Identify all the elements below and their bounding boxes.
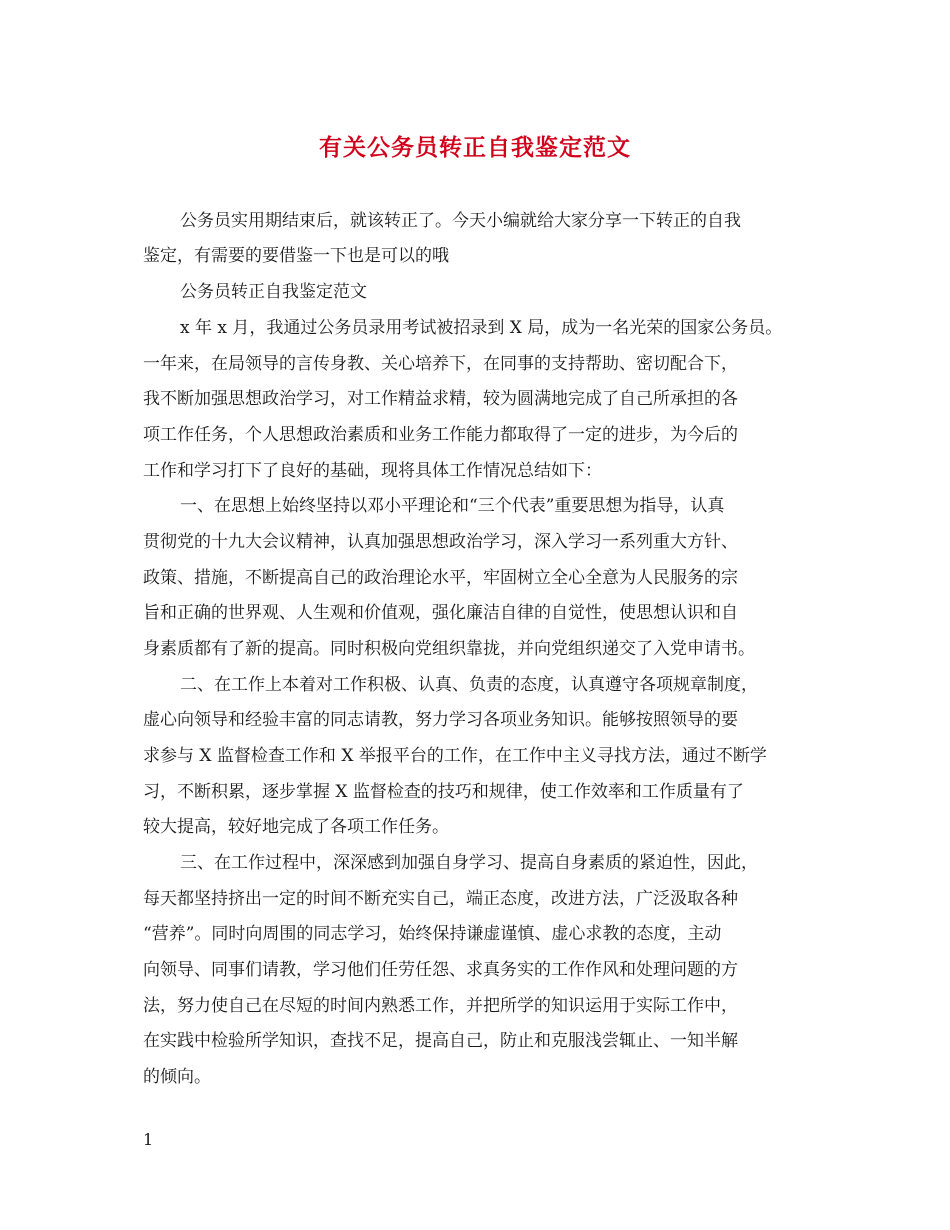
paragraph-line: 一年来，在局领导的言传身教、关心培养下，在同事的支持帮助、密切配合下， — [143, 354, 738, 374]
paragraph-line: 身素质都有了新的提高。同时积极向党组织靠拢，并向党组织递交了入党申请书。 — [143, 639, 755, 659]
paragraph-line: 三、在工作过程中，深深感到加强自身学习、提高自身素质的紧迫性，因此， — [180, 853, 758, 873]
paragraph-line: 一、在思想上始终坚持以邓小平理论和“三个代表”重要思想为指导，认真 — [180, 496, 725, 516]
paragraph-line: 的倾向。 — [143, 1067, 211, 1087]
paragraph-line: 政策、措施，不断提高自己的政治理论水平，牢固树立全心全意为人民服务的宗 — [143, 568, 738, 588]
paragraph-line: 每天都坚持挤出一定的时间不断充实自己，端正态度，改进方法，广泛汲取各种 — [143, 889, 738, 909]
paragraph-line: 虚心向领导和经验丰富的同志请教，努力学习各项业务知识。能够按照领导的要 — [143, 710, 738, 730]
paragraph-line: 鉴定，有需要的要借鉴一下也是可以的哦 — [143, 246, 449, 266]
paragraph-line: “营养”。同时向周围的同志学习，始终保持谦虚谨慎、虚心求教的态度，主动 — [143, 924, 722, 944]
paragraph-line: 旨和正确的世界观、人生观和价值观，强化廉洁自律的自觉性，使思想认识和自 — [143, 603, 738, 623]
paragraph-line: 我不断加强思想政治学习，对工作精益求精，较为圆满地完成了自己所承担的各 — [143, 389, 738, 409]
paragraph-line: 公务员转正自我鉴定范文 — [180, 282, 367, 302]
paragraph-line: 法，努力使自己在尽短的时间内熟悉工作，并把所学的知识运用于实际工作中， — [143, 996, 738, 1016]
paragraph-line: 向领导、同事们请教，学习他们任劳任怨、求真务实的工作作风和处理问题的方 — [143, 960, 738, 980]
paragraph-line: 较大提高，较好地完成了各项工作任务。 — [143, 817, 449, 837]
paragraph-line: 项工作任务，个人思想政治素质和业务工作能力都取得了一定的进步，为今后的 — [143, 425, 738, 445]
document-title: 有关公务员转正自我鉴定范文 — [319, 134, 631, 161]
page-number: 1 — [143, 1130, 154, 1149]
paragraph-line: 公务员实用期结束后，就该转正了。今天小编就给大家分享一下转正的自我 — [180, 211, 741, 231]
paragraph-line: 贯彻党的十九大会议精神，认真加强思想政治学习，深入学习一系列重大方针、 — [143, 532, 738, 552]
paragraph-line: 求参与 X 监督检查工作和 X 举报平台的工作，在工作中主义寻找方法，通过不断学 — [143, 746, 767, 766]
paragraph-line: 工作和学习打下了良好的基础，现将具体工作情况总结如下： — [143, 461, 602, 481]
paragraph-line: 在实践中检验所学知识，查找不足，提高自己，防止和克服浅尝辄止、一知半解 — [143, 1031, 738, 1051]
paragraph-line: 习，不断积累，逐步掌握 X 监督检查的技巧和规律，使工作效率和工作质量有了 — [143, 782, 744, 802]
paragraph-line: x 年 x 月，我通过公务员录用考试被招录到 X 局，成为一名光荣的国家公务员。 — [180, 318, 783, 338]
paragraph-line: 二、在工作上本着对工作积极、认真、负责的态度，认真遵守各项规章制度， — [180, 675, 758, 695]
